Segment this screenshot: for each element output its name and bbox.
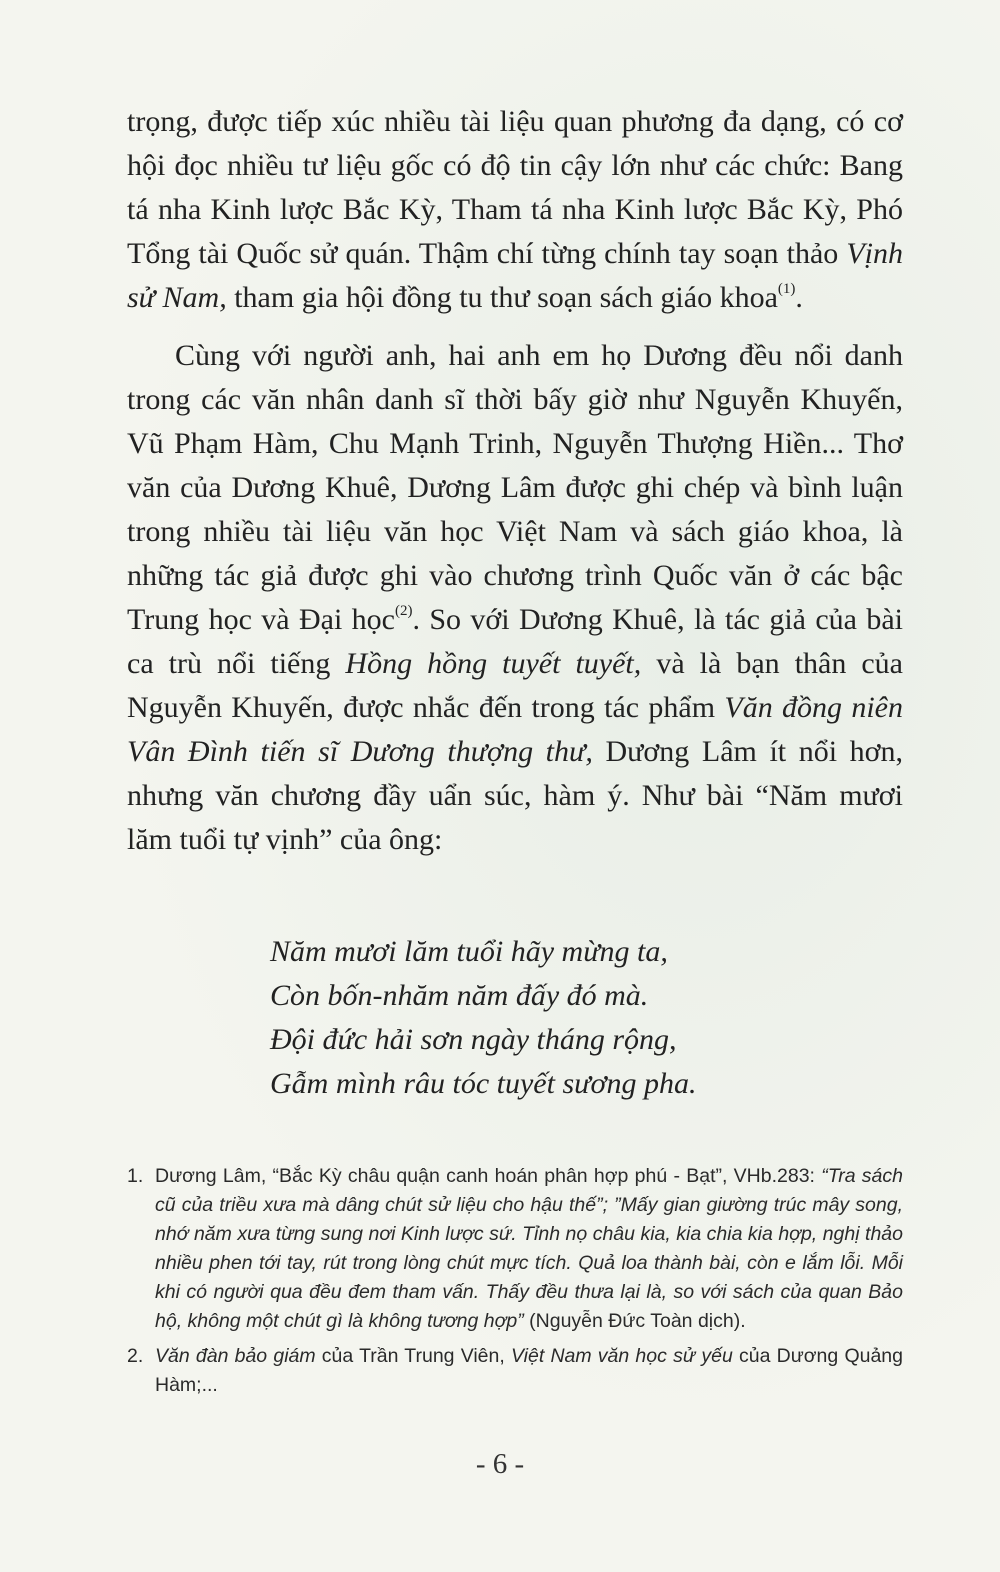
paragraph-1-text-cont: tham gia hội đồng tu thư soạn sách giáo khoa — [226, 281, 778, 314]
paragraph-2-text: Cùng với người anh, hai anh em họ Dương đều nổi danh trong các văn nhân danh sĩ thời bấy giờ như Nguyễn Khuyến, Vũ Phạm Hàm, Chu Mạnh Trinh, Nguyễn Thượng Hiền... Thơ văn của Dương Khuê, Dương Lâm được ghi chép và bình luận trong nhiều tài liệu văn học Việt Nam và sách giáo khoa, là những tác giả được ghi vào chương trình Quốc văn ở các bậc Trung học và Đại học — [127, 339, 903, 636]
paragraph-1-end: . — [795, 281, 803, 314]
page-number: - 6 - — [475, 1448, 525, 1480]
poem-line-4: Gẫm mình râu tóc tuyết sương pha. — [270, 1067, 697, 1100]
footnote-2-number: 2. — [127, 1345, 144, 1367]
poem-line-2: Còn bốn-nhăm năm đấy đó mà. — [270, 979, 649, 1012]
italic-title-van-dong-nien: Văn đồng niên Vân Đình tiến sĩ Dương thượng thư, — [127, 691, 903, 768]
footnote-2-title-2: Việt Nam văn học sử yếu — [511, 1345, 733, 1367]
footnote-1-quote: “Tra sách cũ của triều xưa mà dâng chút sử liệu cho hậu thế”; ”Mấy gian giường trúc mây song, nhớ năm xưa từng sung nơi Kinh lược sứ. Tỉnh nọ châu kia, kia chia kia hợp, nghị thảo nhiều phen tới tay, rút trong lòng chút mực tích. Quả loa thành bài, còn e lắm lỗi. Mỗi khi có người qua đều đem tham vấn. Thấy đều thưa lại là, so với sách của quan Bảo hộ, không một chút gì là không tương hợp” — [155, 1165, 904, 1332]
footnote-2-title-1: Văn đàn bảo giám — [155, 1345, 316, 1367]
footnote-1 — [127, 1162, 903, 1336]
paragraph-1 — [127, 100, 903, 320]
footnote-1-text: Dương Lâm, “Bắc Kỳ châu quận canh hoán phân hợp phú - Bạt”, VHb.283: — [155, 1165, 822, 1187]
italic-title-vinh-su-nam: Vịnh sử Nam, — [127, 237, 903, 314]
poem-line-1: Năm mươi lăm tuổi hãy mừng ta, — [270, 935, 668, 968]
footnote-2-text-end: của Dương Quảng Hàm;... — [155, 1345, 903, 1396]
footnote-ref-1: (1) — [777, 281, 796, 297]
footnote-2 — [127, 1342, 903, 1400]
footnote-1-translator: (Nguyễn Đức Toàn dịch). — [523, 1310, 746, 1332]
italic-title-hong-hong: Hồng hồng tuyết tuyết, — [345, 647, 642, 680]
footnotes — [127, 1162, 903, 1400]
paragraph-1-text: trọng, được tiếp xúc nhiều tài liệu quan phương đa dạng, có cơ hội đọc nhiều tư liệu gốc có độ tin cậy lớn như các chức: Bang tá nha Kinh lược Bắc Kỳ, Tham tá nha Kinh lược Bắc Kỳ, Phó Tổng tài Quốc sử quán. Thậm chí từng chính tay soạn thảo — [127, 105, 903, 270]
paragraph-2 — [127, 334, 903, 862]
footnote-1-number: 1. — [127, 1165, 144, 1187]
paragraph-2-text-end: Dương Lâm ít nổi hơn, nhưng văn chương đầy uẩn súc, hàm ý. Như bài “Năm mươi lăm tuổi tự vịnh” của ông: — [127, 735, 904, 856]
paragraph-2-text-cont: . So với Dương Khuê, là tác giả của bài ca trù nổi tiếng — [127, 603, 904, 680]
footnote-2-text: của Trần Trung Viên, — [315, 1345, 511, 1367]
paragraph-2-text-cont2: và là bạn thân của Nguyễn Khuyến, được nhắc đến trong tác phẩm — [127, 647, 903, 724]
poem-line-3: Đội đức hải sơn ngày tháng rộng, — [270, 1023, 677, 1056]
poem — [270, 930, 697, 1106]
footnote-ref-2: (2) — [395, 603, 413, 619]
main-text — [127, 100, 903, 862]
